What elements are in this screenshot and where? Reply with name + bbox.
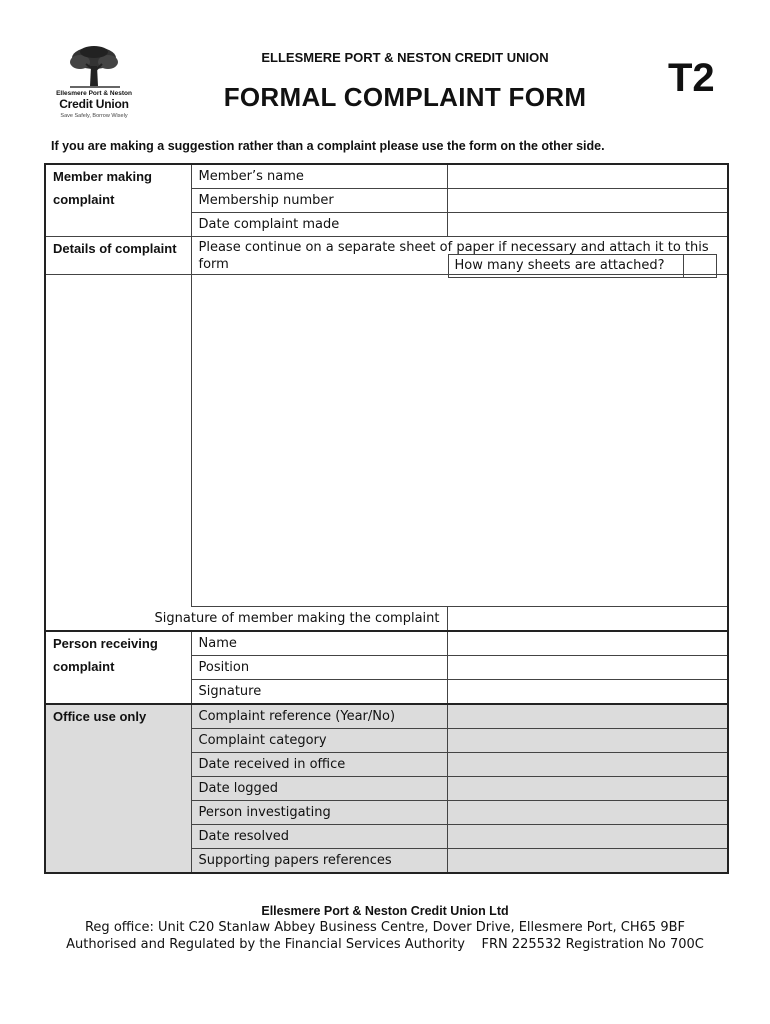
logo-tagline: Save Safely, Borrow Wisely	[60, 113, 128, 119]
sheets-question: How many sheets are attached?	[448, 254, 683, 278]
members-name-input[interactable]	[447, 164, 728, 189]
details-instruction: Please continue on a separate sheet of paper if necessary and attach it to this form	[198, 240, 709, 272]
complaint-details-textarea[interactable]	[191, 275, 728, 607]
supporting-papers-input[interactable]	[447, 849, 728, 874]
form-row	[45, 704, 728, 729]
field-label: Member’s name	[191, 164, 447, 189]
footer-regulation: Authorised and Regulated by the Financial Services Authority FRN 225532 Registration No 700C	[66, 937, 704, 952]
section-member-heading: Member making complaint	[45, 164, 191, 237]
field-label: Person investigating	[191, 801, 447, 825]
logo-name-line2: Credit Union	[59, 97, 129, 111]
complaint-category-input[interactable]	[447, 729, 728, 753]
details-instruction-cell	[191, 237, 728, 275]
form-row	[45, 237, 728, 275]
field-label: Position	[191, 656, 447, 680]
field-label: Complaint category	[191, 729, 447, 753]
member-signature-input[interactable]	[447, 607, 728, 632]
intro-note: If you are making a suggestion rather than a complaint please use the form on the other side.	[51, 139, 605, 153]
footer-address: Reg office: Unit C20 Stanlaw Abbey Business Centre, Dover Drive, Ellesmere Port, CH65 9BF	[84, 920, 685, 935]
tree-icon	[50, 44, 138, 90]
membership-number-input[interactable]	[447, 189, 728, 213]
field-label: Date logged	[191, 777, 447, 801]
field-label: Date resolved	[191, 825, 447, 849]
person-investigating-input[interactable]	[447, 801, 728, 825]
field-label: Name	[191, 631, 447, 656]
form-code: T2	[668, 56, 715, 100]
field-label: Signature	[191, 680, 447, 705]
field-label: Supporting papers references	[191, 849, 447, 874]
details-left-blank	[45, 275, 191, 607]
section-receiver-heading: Person receiving complaint	[45, 631, 191, 704]
field-label: Date complaint made	[191, 213, 447, 237]
form-row	[45, 631, 728, 656]
section-details-heading: Details of complaint	[45, 237, 191, 275]
form-title: FORMAL COMPLAINT FORM	[223, 82, 587, 112]
credit-union-logo	[50, 44, 138, 122]
receiver-position-input[interactable]	[447, 656, 728, 680]
field-label: Date received in office	[191, 753, 447, 777]
date-received-input[interactable]	[447, 753, 728, 777]
sheets-attached-box	[448, 254, 717, 278]
receiver-name-input[interactable]	[447, 631, 728, 656]
footer-company: Ellesmere Port & Neston Credit Union Ltd	[261, 904, 509, 918]
field-label: Membership number	[191, 189, 447, 213]
section-office-heading: Office use only	[45, 704, 191, 873]
form-row	[45, 607, 728, 632]
date-logged-input[interactable]	[447, 777, 728, 801]
date-resolved-input[interactable]	[447, 825, 728, 849]
complaint-form-table	[44, 163, 729, 874]
complaint-reference-input[interactable]	[447, 704, 728, 729]
date-complaint-made-input[interactable]	[447, 213, 728, 237]
field-label: Complaint reference (Year/No)	[191, 704, 447, 729]
sheets-count-input[interactable]	[683, 254, 717, 278]
form-row	[45, 164, 728, 189]
member-signature-label: Signature of member making the complaint	[45, 607, 447, 632]
receiver-signature-input[interactable]	[447, 680, 728, 705]
logo-name-line1: Ellesmere Port & Neston	[56, 90, 132, 97]
organization-name: ELLESMERE PORT & NESTON CREDIT UNION	[261, 50, 549, 65]
form-row	[45, 275, 728, 607]
